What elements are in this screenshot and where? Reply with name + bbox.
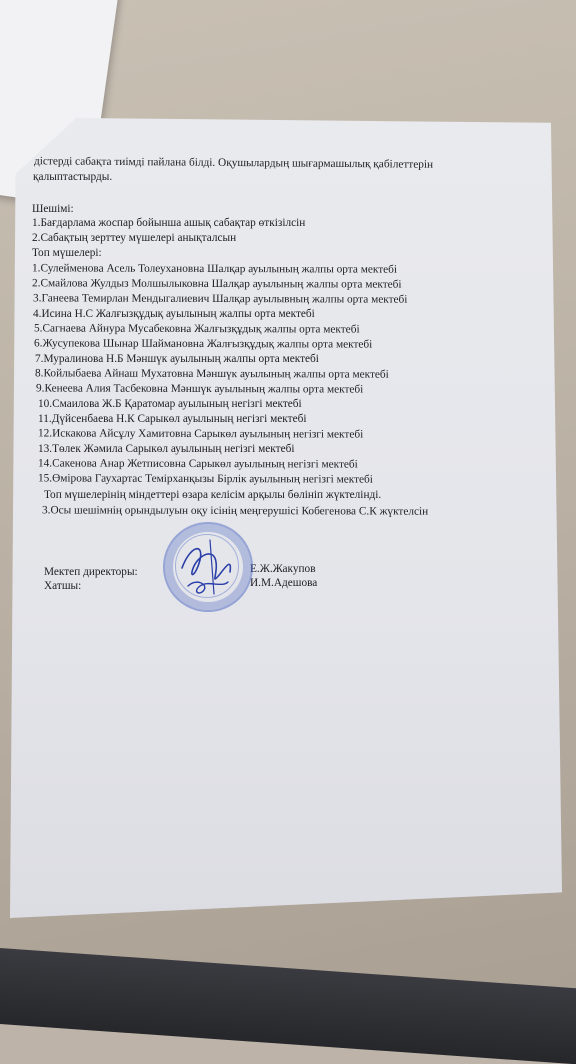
member-13: 13.Төлек Жәмила Сарыкөл ауылының негізгі мектебі [38, 443, 295, 455]
intro-line-2: қалыптастырды. [33, 171, 113, 183]
member-2: 2.Смайлова Жулдыз Молшылыковна Шалқар ауылының жалпы орта мектебі [31, 277, 402, 291]
member-8: 8.Койлыбаева Айнаш Мухатовна Мәншүк ауылының жалпы орта мектебі [34, 367, 389, 381]
director-name: Е.Ж.Жакупов [250, 563, 316, 575]
member-6: 6.Жусупекова Шынар Шаймановна Жалғызқұдық жалпы орта мектебі [33, 337, 373, 351]
decision-item-3: 3.Осы шешімнің орындылуын оқу ісінің меңгерушісі Кобегенова С.К жүктелсін [41, 504, 429, 518]
secretary-name: И.М.Адешова [250, 577, 318, 589]
member-4: 4.Исина Н.С Жалғызқұдық ауылының жалпы орта мектебі [33, 308, 315, 320]
member-14: 14.Сакенова Анар Жетписовна Сарыкөл ауылының негізгі мектебі [37, 457, 358, 471]
decision-heading: Шешімі: [32, 203, 74, 215]
group-duties: Топ мүшелерінің міндеттері өзара келісім арқылы бөлініп жүктелінді. [44, 489, 382, 501]
member-11: 11.Дүйсенбаева Н.К Сарыкөл ауылының негізгі мектебі [38, 413, 307, 425]
decision-item-1: 1.Бағдарлама жоспар бойынша ашық сабақтар өткізілсін [32, 217, 306, 229]
member-1: 1.Сулейменова Асель Толеухановна Шалқар ауылының жалпы орта мектебі [31, 262, 398, 276]
member-3: 3.Ганеева Темирлан Мендыгалиевич Шалқар ауылывның жалпы орта мектебі [32, 292, 408, 306]
intro-line-1: дістерді сабақта тиімді пайлана білді. Оқушылардың шығармашылық қабілеттерін [33, 155, 434, 171]
member-15: 15.Өмірова Гаухартас Темірханқызы Бірлік ауылының негізгі мектебі [37, 472, 373, 486]
handwritten-signature [170, 528, 250, 608]
secretary-label: Хатшы: [44, 580, 82, 592]
member-9: 9.Кенеева Алия Тасбековна Мәншүк ауылының жалпы орта мектебі [35, 382, 364, 396]
decision-item-2: 2.Сабақтың зерттеу мүшелері анықталсын [32, 232, 237, 244]
member-7: 7.Муралинова Н.Б Мәншүк ауылының жалпы орта мектебі [35, 353, 319, 365]
director-label: Мектеп директоры: [44, 566, 138, 578]
member-10: 10.Смаилова Ж.Б Қаратомар ауылының негізгі мектебі [38, 398, 302, 410]
member-5: 5.Сагнаева Айнура Мусабековна Жалғызқұдық жалпы орта мектебі [33, 322, 360, 336]
group-heading: Топ мүшелері: [32, 247, 102, 259]
member-12: 12.Искакова Айсұлу Хамитовна Сарыкөл ауылының негізгі мектебі [37, 427, 364, 441]
